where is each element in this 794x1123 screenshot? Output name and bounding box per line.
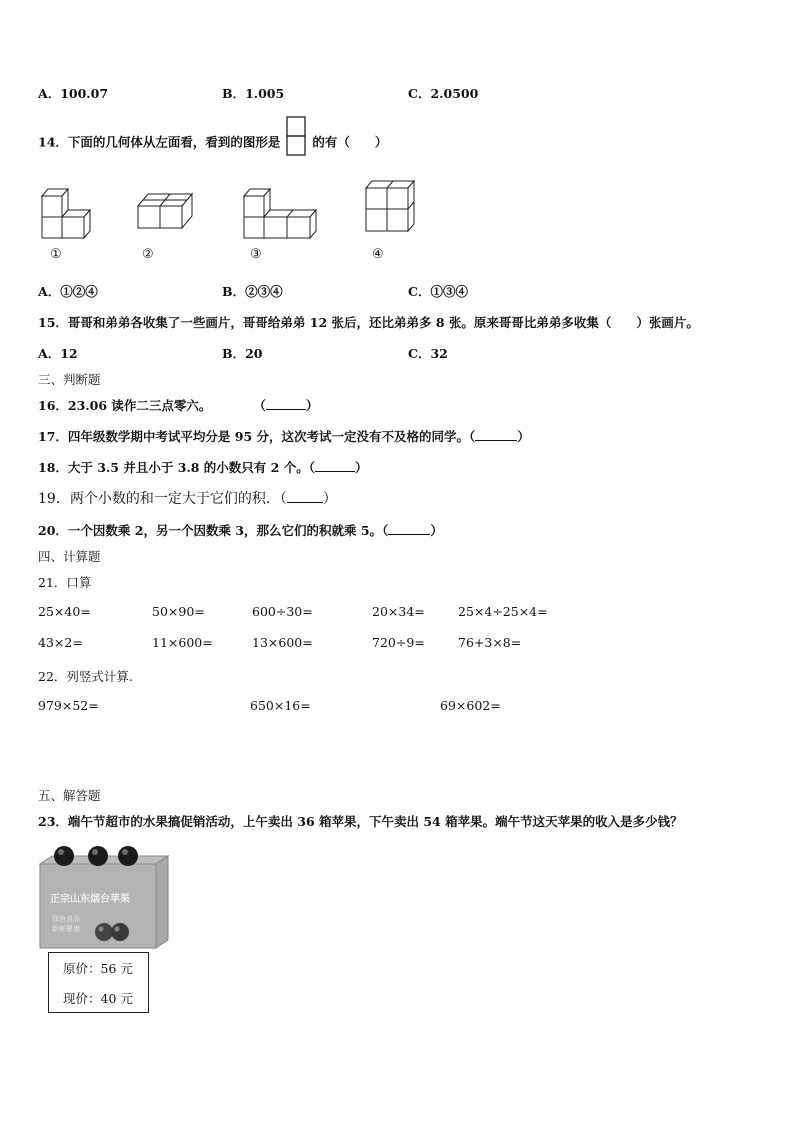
q14-option-a: A．①②④ <box>38 284 98 299</box>
paren-close: ） <box>517 429 530 444</box>
mental-calc-item: 720÷9= <box>372 635 425 650</box>
current-price: 现价：40 元 <box>63 991 133 1006</box>
paren-open: （ <box>279 491 287 507</box>
figure-3-cubes <box>240 182 322 244</box>
figure-label-1: ① <box>50 247 62 262</box>
q15-option-c: C．32 <box>408 346 448 361</box>
q13-option-a: A．100.07 <box>38 86 109 101</box>
mental-calc-item: 25×4÷25×4= <box>458 604 548 619</box>
figure-label-2: ② <box>142 247 154 262</box>
crate-title: 正宗山东烟台苹果 <box>50 894 130 905</box>
q14-option-c: C．①③④ <box>408 284 468 299</box>
original-price: 原价：56 元 <box>63 961 133 976</box>
crate-subtitle-1: 绿色食品 <box>52 915 80 923</box>
figure-1-cubes <box>38 182 98 244</box>
answer-blank-18[interactable] <box>315 471 355 472</box>
paren-close: ） <box>322 491 337 507</box>
question-14-suffix: 的有（ ） <box>312 134 388 150</box>
mental-calc-item: 25×40= <box>38 604 91 619</box>
apple-crate-illustration <box>38 842 170 953</box>
mental-calc-item: 600÷30= <box>252 604 313 619</box>
answer-blank-19[interactable] <box>287 502 323 503</box>
mental-calc-item: 43×2= <box>38 635 83 650</box>
section-5-heading: 五、解答题 <box>38 788 101 803</box>
q13-option-b: B．1.005 <box>222 86 285 101</box>
figure-label-3: ③ <box>250 247 262 262</box>
question-15: 15．哥哥和弟弟各收集了一些画片，哥哥给弟弟 12 张后，还比弟弟多 8 张。原来哥哥比弟弟多收集（ ）张画片。 <box>38 315 699 330</box>
price-box <box>48 952 149 1013</box>
answer-blank-16[interactable] <box>266 409 306 410</box>
question-22-title: 22．列竖式计算. <box>38 669 133 684</box>
answer-blank-20[interactable] <box>388 534 430 535</box>
question-23: 23．端午节超市的水果搞促销活动，上午卖出 36 箱苹果，下午卖出 54 箱苹果。端午节这天苹果的收入是多少钱？ <box>38 814 683 829</box>
paren-close: ） <box>430 523 443 538</box>
question-19-text: 19．两个小数的和一定大于它们的积． <box>38 491 280 507</box>
vertical-calc-item: 650×16= <box>250 698 311 713</box>
mental-calc-item: 13×600= <box>252 635 313 650</box>
figure-4-cubes <box>362 178 420 236</box>
question-20 <box>38 521 443 539</box>
question-18-text: 18．大于 3.5 并且小于 3.8 的小数只有 2 个。 <box>38 460 309 475</box>
paren-open: （ <box>253 398 266 413</box>
question-14 <box>38 130 387 156</box>
question-17 <box>38 427 530 445</box>
paren-open: （ <box>382 523 389 538</box>
mental-calc-item: 20×34= <box>372 604 425 619</box>
question-14-prefix: 14．下面的几何体从左面看，看到的图形是 <box>38 134 281 150</box>
question-17-text: 17．四年级数学期中考试平均分是 95 分，这次考试一定没有不及格的同学。 <box>38 429 469 444</box>
question-21-title: 21．口算 <box>38 575 92 590</box>
section-4-heading: 四、计算题 <box>38 549 101 564</box>
vertical-calc-item: 979×52= <box>38 698 99 713</box>
q14-option-b: B．②③④ <box>222 284 283 299</box>
paren-close: ） <box>354 460 368 475</box>
crate-subtitle-2: 新鲜健康 <box>52 925 80 933</box>
answer-blank-17[interactable] <box>475 440 517 441</box>
figure-2-cubes <box>134 190 198 236</box>
mental-calc-item: 11×600= <box>152 635 213 650</box>
paren-open: （ <box>469 429 476 444</box>
mental-calc-item: 50×90= <box>152 604 205 619</box>
q15-option-b: B．20 <box>222 346 263 361</box>
question-16-text: 16．23.06 读作二三点零六。 <box>38 398 212 413</box>
question-19 <box>38 488 337 508</box>
figure-label-4: ④ <box>372 247 384 262</box>
paren-close: ） <box>305 398 319 413</box>
mental-calc-item: 76+3×8= <box>458 635 522 650</box>
vertical-calc-item: 69×602= <box>440 698 501 713</box>
section-3-heading: 三、判断题 <box>38 372 101 387</box>
q15-option-a: A．12 <box>38 346 78 361</box>
question-18 <box>38 458 367 476</box>
question-20-text: 20．一个因数乘 2，另一个因数乘 3，那么它们的积就乘 5。 <box>38 523 383 538</box>
left-view-shape-icon <box>286 116 306 156</box>
paren-open: （ <box>308 460 315 475</box>
question-16 <box>38 396 318 414</box>
q13-option-c: C．2.0500 <box>408 86 479 101</box>
